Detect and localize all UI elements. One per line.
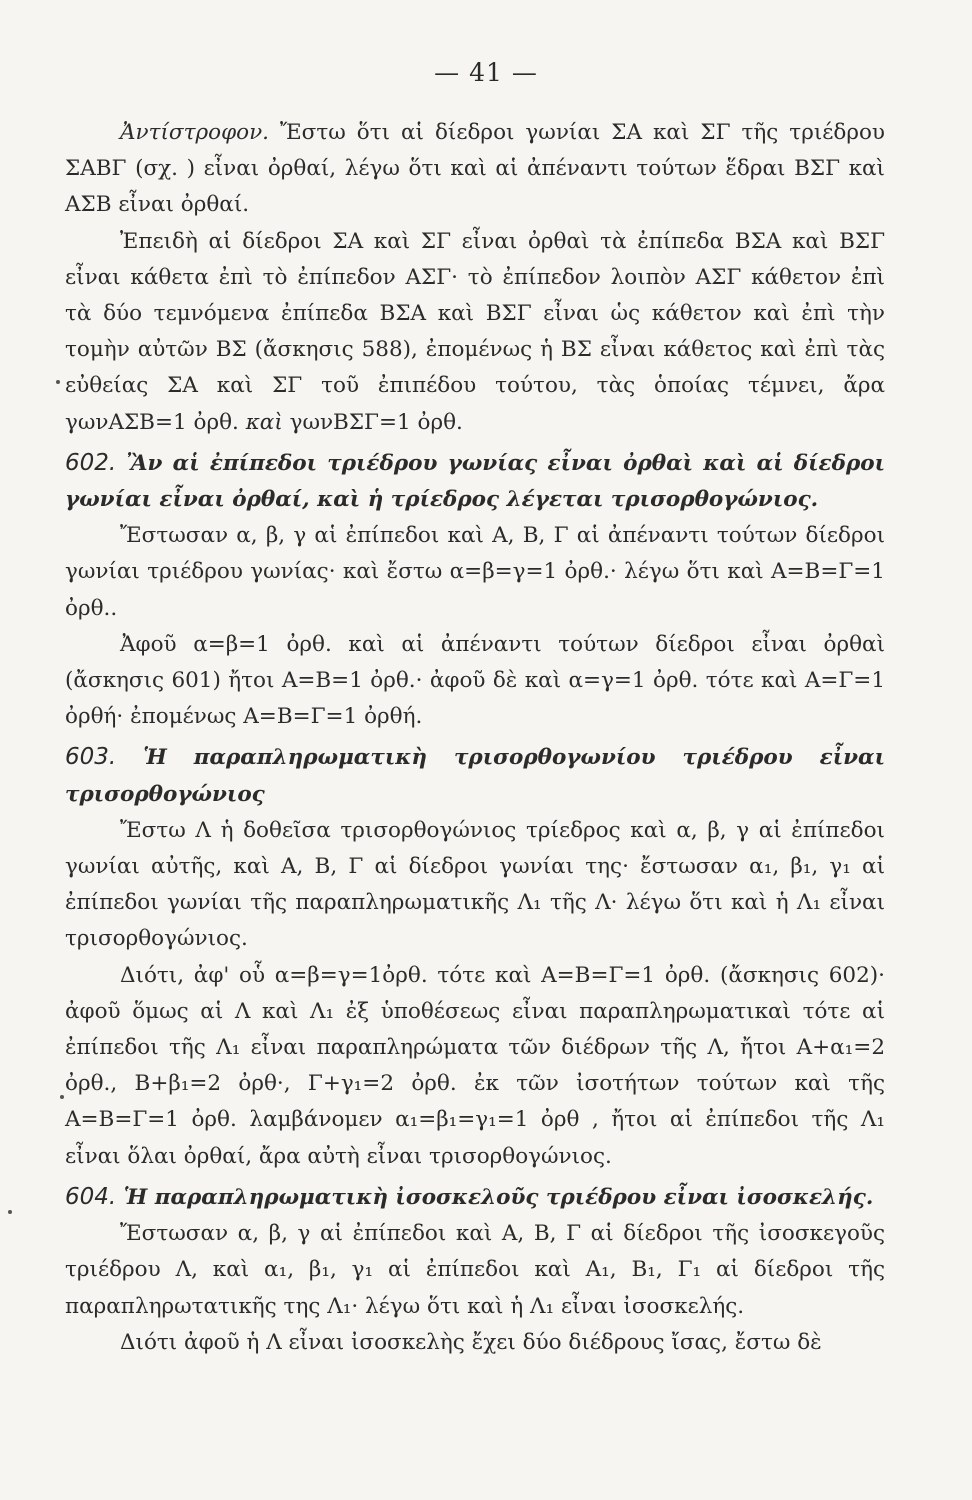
section-603-number: 603. [65, 744, 117, 771]
page-body [65, 115, 885, 1361]
section-603-title: Ἡ παραπληρωματικὴ τρισορθογωνίου τριέδρου εἶναι τρισορθογώνιος [65, 745, 885, 807]
section-604-heading [65, 1179, 885, 1216]
margin-dot [60, 1095, 64, 1099]
paragraph-602-statement: Ἔστωσαν α, β, γ αἱ ἐπίπεδοι καὶ Α, Β, Γ αἱ ἀπέναντι τούτων δίεδροι γωνίαι τριέδρου γωνίας· καὶ ἔστω α=β=γ=1 ὀρθ.· λέγω ὅτι καὶ Α=Β=Γ=1 ὀρθ.. [65, 523, 885, 621]
paragraph-proof-601 [65, 224, 885, 441]
margin-dot [8, 1210, 12, 1214]
section-604-title: Ἡ παραπληρωματικὴ ἰσοσκελοῦς τριέδρου εἶναι ἰσοσκελής. [116, 1184, 874, 1210]
paragraph-603-proof: Διότι, ἀφ' οὗ α=β=γ=1ὀρθ. τότε καὶ Α=Β=Γ=1 ὀρθ. (ἄσκησις 602)· ἀφοῦ ὅμως αἱ Λ καὶ Λ₁ ἐξ ὑποθέσεως εἶναι παραπληρωματικαὶ τότε αἱ ἐπίπεδοι τῆς Λ₁ εἶναι παραπληρώματα τῶν διέδρων τῆς Λ, ἤτοι Α+α₁=2 ὀρθ., Β+β₁=2 ὀρθ·, Γ+γ₁=2 ὀρθ. ἐκ τῶν ἰσοτήτων τούτων καὶ τῆς Α=Β=Γ=1 ὀρθ. λαμβάνομεν α₁=β₁=γ₁=1 ὀρθ , ἤτοι αἱ ἐπίπεδοι τῆς Λ₁ εἶναι ὅλαι ὀρθαί, ἄρα αὐτὴ εἶναι τρισορθογώνιος. [65, 962, 885, 1169]
proof-601-text: Ἐπειδὴ αἱ δίεδροι ΣΑ καὶ ΣΓ εἶναι ὀρθαὶ τὰ ἐπίπεδα ΒΣΑ καὶ ΒΣΓ εἶναι κάθετα ἐπὶ τὸ ἐπίπεδον ΑΣΓ· τὸ ἐπίπεδον λοιπὸν ΑΣΓ κάθετον ἐπὶ τὰ δύο τεμνόμενα ἐπίπεδα ΒΣΑ καὶ ΒΣΓ εἶναι ὡς κάθετον καὶ ἐπὶ τὴν τομὴν αὐτῶν ΒΣ (ἄσκησις 588), ἐπομένως ἡ ΒΣ εἶναι κάθετος καὶ ἐπὶ τὰς εὐθείας ΣΑ καὶ ΣΓ τοῦ ἐπιπέδου τούτου, τὰς ὁποίας τέμνει, ἄρα γωνΑΣΒ=1 ὀρθ. [65, 228, 885, 435]
section-602-heading [65, 445, 885, 518]
converse-text: Ἔστω ὅτι αἱ δίεδροι γωνίαι ΣΑ καὶ ΣΓ τῆς τριέδρου ΣΑΒΓ (σχ. ) εἶναι ὀρθαί, λέγω ὅτι καὶ αἱ ἀπέναντι τούτων ἕδραι ΒΣΓ καὶ ΑΣΒ εἶναι ὀρθαί. [65, 120, 885, 218]
paragraph-603-statement: Ἔστω Λ ἡ δοθεῖσα τρισορθογώνιος τρίεδρος καὶ α, β, γ αἱ ἐπίπεδοι γωνίαι αὐτῆς, καὶ Α, Β, Γ αἱ δίεδροι γωνίαι της· ἔστωσαν α₁, β₁, γ₁ αἱ ἐπίπεδοι γωνίαι τῆς παραπληρωματικῆς Λ₁ τῆς Λ· λέγω ὅτι καὶ ἡ Λ₁ εἶναι τρισορθογώνιος. [65, 817, 885, 952]
paragraph-604-proof: Διότι ἀφοῦ ἡ Λ εἶναι ἰσοσκελὴς ἔχει δύο διέδρους ἴσας, ἔστω δὲ [120, 1329, 822, 1355]
converse-label: Ἀντίστροφον. [120, 120, 269, 145]
section-604-number: 604. [65, 1183, 117, 1210]
section-603-heading [65, 739, 885, 812]
paragraph-604-statement: Ἔστωσαν α, β, γ αἱ ἐπίπεδοι καὶ Α, Β, Γ αἱ δίεδροι τῆς ἰσοσκεγοῦς τριέδρου Λ, καὶ α₁, β₁, γ₁ αἱ ἐπίπεδοι καὶ Α₁, Β₁, Γ₁ αἱ δίεδροι τῆς παραπληρωτατικῆς της Λ₁· λέγω ὅτι καὶ ἡ Λ₁ εἶναι ἰσοσκελής. [65, 1221, 885, 1319]
paragraph-602-proof: Ἀφοῦ α=β=1 ὀρθ. καὶ αἱ ἀπέναντι τούτων δίεδροι εἶναι ὀρθαὶ (ἄσκησις 601) ἤτοι Α=Β=1 ὀρθ.· ἀφοῦ δὲ καὶ α=γ=1 ὀρθ. τότε καὶ Α=Γ=1 ὀρθή· ἐπομένως Α=Β=Γ=1 ὀρθή. [65, 631, 885, 730]
page-number: — 41 — [434, 58, 538, 87]
margin-dot [56, 380, 60, 384]
section-602-number: 602. [65, 449, 117, 476]
paragraph-converse [65, 115, 885, 224]
section-602-title: Ἂν αἱ ἐπίπεδοι τριέδρου γωνίας εἶναι ὀρθαὶ καὶ αἱ δίεδροι γωνίαι εἶναι ὀρθαί, καὶ ἡ τρίεδρος λέγεται τρισορθογώνιος. [65, 450, 885, 513]
proof-601-tail: γωνΒΣΓ=1 ὀρθ. [282, 409, 463, 435]
proof-601-and: καὶ [245, 409, 283, 435]
